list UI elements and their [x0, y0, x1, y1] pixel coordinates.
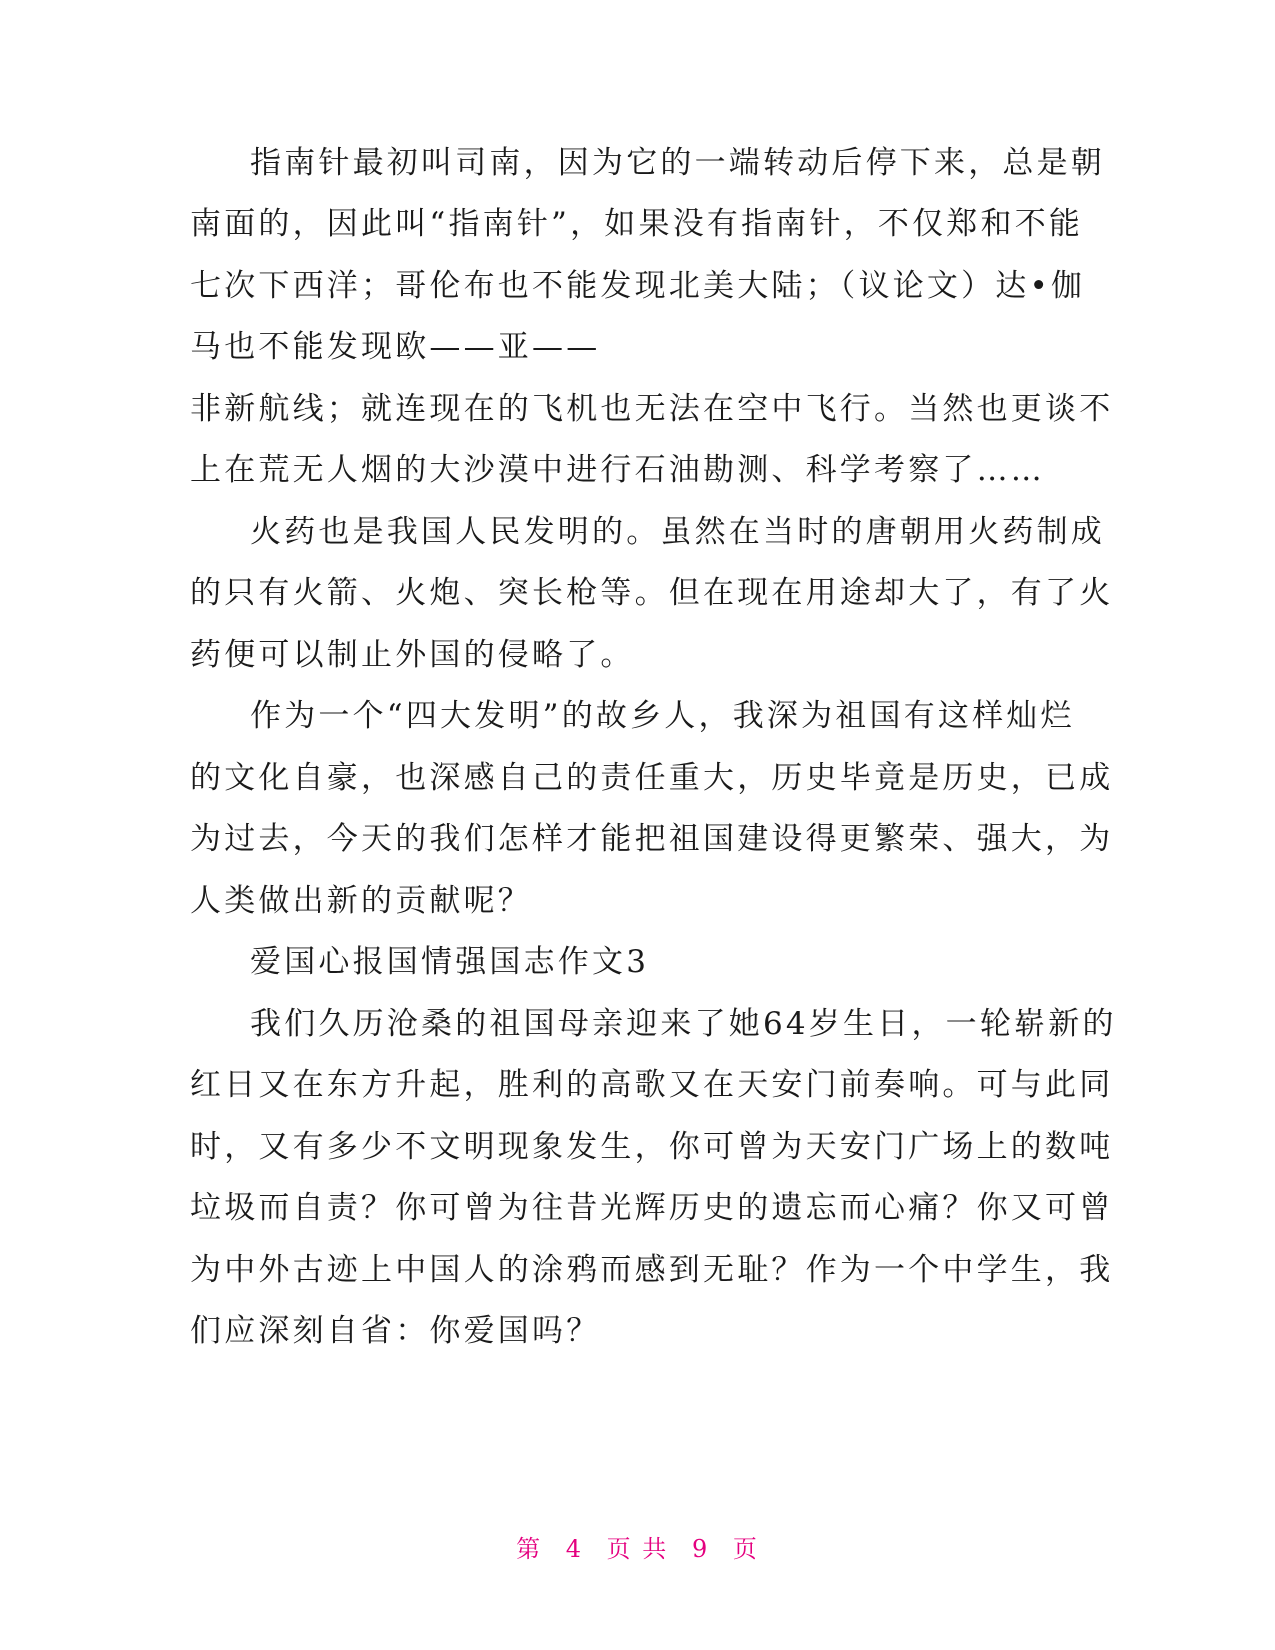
text-line: 的文化自豪，也深感自己的责任重大，历史毕竟是历史，已成	[190, 760, 1114, 796]
text-line: 垃圾而自责？你可曾为往昔光辉历史的遗忘而心痛？你又可曾	[190, 1190, 1114, 1226]
text-line: 时，又有多少不文明现象发生，你可曾为天安门广场上的数吨	[190, 1129, 1114, 1165]
text-line: 非新航线；就连现在的飞机也无法在空中飞行。当然也更谈不	[190, 391, 1114, 427]
text-line: 马也不能发现欧——亚——	[190, 329, 601, 365]
text-line: 上在荒无人烟的大沙漠中进行石油勘测、科学考察了……	[190, 452, 1045, 488]
text-line: 我们久历沧桑的祖国母亲迎来了她64岁生日，一轮崭新的	[250, 1006, 1117, 1042]
footer-prefix: 第	[516, 1535, 543, 1563]
section-heading: 爱国心报国情强国志作文3	[250, 944, 650, 980]
text-line: 红日又在东方升起，胜利的高歌又在天安门前奏响。可与此同	[190, 1067, 1114, 1103]
text-line: 南面的，因此叫“指南针”，如果没有指南针，不仅郑和不能	[190, 206, 1084, 242]
footer-middle: 页 共	[606, 1535, 669, 1563]
footer-page-number: 4	[565, 1535, 584, 1563]
footer-total-pages: 9	[691, 1535, 710, 1563]
text-line: 人类做出新的贡献呢？	[190, 883, 532, 919]
text-line: 药便可以制止外国的侵略了。	[190, 637, 635, 673]
text-line: 为过去，今天的我们怎样才能把祖国建设得更繁荣、强大，为	[190, 821, 1114, 857]
text-line: 作为一个“四大发明”的故乡人，我深为祖国有这样灿烂	[250, 698, 1075, 734]
text-line: 指南针最初叫司南，因为它的一端转动后停下来，总是朝	[250, 145, 1105, 181]
text-line: 为中外古迹上中国人的涂鸦而感到无耻？作为一个中学生，我	[190, 1252, 1114, 1288]
text-line: 七次下西洋；哥伦布也不能发现北美大陆；（议论文）达•伽	[190, 268, 1086, 304]
text-line: 的只有火箭、火炮、突长枪等。但在现在用途却大了，有了火	[190, 575, 1114, 611]
text-line: 们应深刻自省：你爱国吗？	[190, 1313, 601, 1349]
page-footer	[0, 1533, 1275, 1565]
text-line: 火药也是我国人民发明的。虽然在当时的唐朝用火药制成	[250, 514, 1105, 550]
footer-suffix: 页	[732, 1535, 759, 1563]
